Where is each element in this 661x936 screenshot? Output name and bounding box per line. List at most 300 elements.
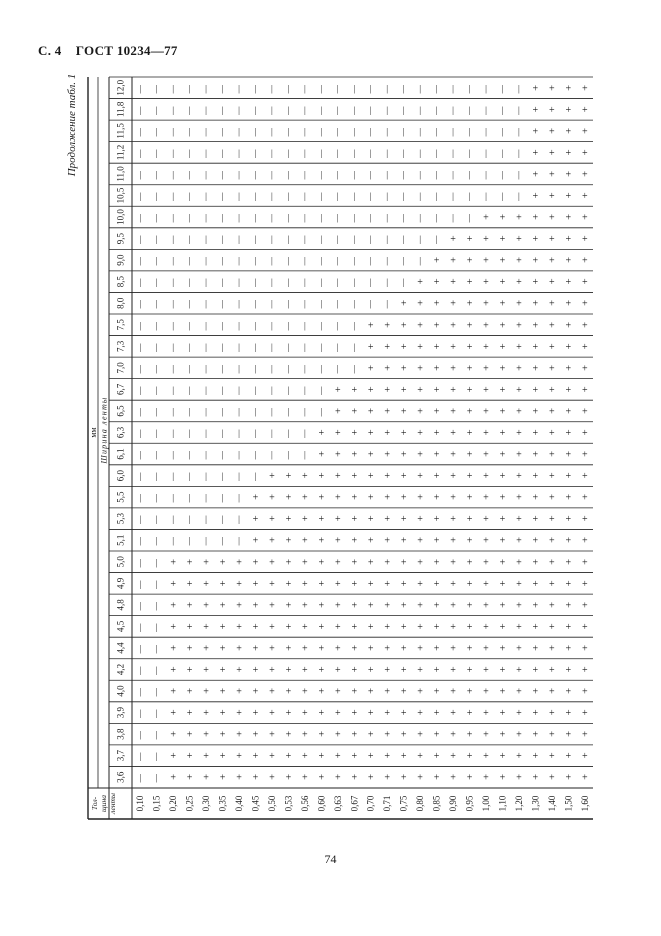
cell-plus: + bbox=[285, 514, 292, 526]
cell-dash: | bbox=[238, 320, 240, 331]
cell-plus: + bbox=[565, 600, 572, 612]
cell-plus: + bbox=[351, 514, 358, 526]
cell-dash: | bbox=[271, 212, 273, 223]
cell-dash: | bbox=[172, 147, 175, 158]
cell-plus: + bbox=[400, 600, 407, 612]
cell-dash: | bbox=[287, 298, 290, 309]
cell-dash: | bbox=[303, 147, 306, 158]
cell-dash: | bbox=[139, 729, 142, 740]
page-label: С. 4 bbox=[38, 43, 62, 58]
cell-plus: + bbox=[532, 298, 539, 310]
cell-dash: | bbox=[155, 363, 158, 374]
width-label: 12,0 bbox=[115, 79, 126, 96]
cell-dash: | bbox=[254, 191, 257, 201]
cell-plus: + bbox=[466, 751, 473, 763]
cell-plus: + bbox=[499, 772, 506, 784]
cell-plus: + bbox=[203, 600, 209, 612]
cell-plus: + bbox=[384, 535, 391, 547]
cell-plus: + bbox=[433, 514, 440, 526]
cell-dash: | bbox=[205, 363, 207, 374]
cell-plus: + bbox=[269, 621, 275, 633]
cell-plus: + bbox=[252, 621, 259, 633]
cell-dash: | bbox=[435, 83, 438, 94]
cell-plus: + bbox=[334, 428, 341, 439]
cell-plus: + bbox=[581, 126, 588, 138]
cell-dash: | bbox=[221, 298, 224, 309]
cell-plus: + bbox=[318, 708, 325, 720]
cell-dash: | bbox=[353, 126, 356, 137]
cell-plus: + bbox=[450, 298, 456, 310]
cell-plus: + bbox=[186, 686, 193, 698]
cell-plus: + bbox=[318, 578, 325, 590]
cell-plus: + bbox=[186, 600, 193, 612]
cell-plus: + bbox=[384, 751, 391, 763]
cell-plus: + bbox=[532, 535, 539, 547]
cell-plus: + bbox=[499, 255, 506, 267]
cell-plus: + bbox=[466, 363, 473, 375]
cell-plus: + bbox=[186, 729, 193, 741]
thickness-label: 1,20 bbox=[513, 795, 524, 812]
cell-plus: + bbox=[565, 708, 572, 720]
cell-dash: | bbox=[419, 169, 422, 180]
cell-plus: + bbox=[236, 686, 242, 698]
cell-plus: + bbox=[433, 751, 440, 763]
cell-plus: + bbox=[565, 428, 572, 439]
cell-plus: + bbox=[236, 751, 242, 763]
cell-plus: + bbox=[565, 492, 572, 504]
cell-plus: + bbox=[565, 191, 572, 202]
cell-plus: + bbox=[532, 83, 539, 95]
cell-dash: | bbox=[303, 234, 306, 245]
cell-plus: + bbox=[433, 557, 440, 569]
cell-dash: | bbox=[188, 191, 191, 201]
cell-plus: + bbox=[565, 384, 572, 396]
cell-dash: | bbox=[221, 191, 224, 201]
width-label: 4,4 bbox=[115, 642, 126, 654]
width-label: 11,5 bbox=[115, 123, 126, 139]
cell-plus: + bbox=[549, 298, 555, 310]
cell-plus: + bbox=[170, 729, 176, 741]
cell-plus: + bbox=[532, 578, 539, 590]
thickness-label: 0,56 bbox=[299, 795, 310, 812]
cell-plus: + bbox=[351, 621, 358, 633]
width-label: 6,1 bbox=[115, 448, 126, 460]
cell-plus: + bbox=[384, 557, 391, 569]
cell-plus: + bbox=[318, 471, 325, 483]
cell-plus: + bbox=[367, 643, 374, 655]
cell-plus: + bbox=[236, 621, 242, 633]
cell-plus: + bbox=[532, 428, 539, 439]
cell-plus: + bbox=[466, 320, 473, 332]
cell-dash: | bbox=[155, 514, 158, 525]
cell-plus: + bbox=[433, 449, 440, 461]
cell-dash: | bbox=[139, 708, 142, 719]
cell-dash: | bbox=[320, 126, 323, 137]
cell-dash: | bbox=[139, 492, 142, 503]
cell-dash: | bbox=[452, 191, 454, 201]
cell-dash: | bbox=[386, 83, 389, 94]
cell-plus: + bbox=[483, 212, 489, 224]
cell-plus: + bbox=[581, 449, 588, 461]
cell-plus: + bbox=[269, 665, 275, 676]
cell-plus: + bbox=[367, 686, 374, 698]
cell-plus: + bbox=[203, 729, 209, 741]
cell-plus: + bbox=[565, 557, 572, 569]
cell-plus: + bbox=[417, 384, 423, 396]
cell-dash: | bbox=[139, 255, 142, 266]
cell-dash: | bbox=[518, 191, 520, 201]
cell-plus: + bbox=[351, 729, 358, 741]
cell-dash: | bbox=[271, 147, 273, 158]
cell-plus: + bbox=[302, 514, 308, 526]
cell-dash: | bbox=[205, 406, 207, 417]
cell-plus: + bbox=[400, 751, 407, 763]
cell-plus: + bbox=[450, 363, 456, 375]
cell-plus: + bbox=[581, 621, 588, 633]
cell-dash: | bbox=[139, 578, 142, 589]
width-label: 5,0 bbox=[115, 556, 126, 568]
cell-plus: + bbox=[499, 320, 506, 332]
cell-plus: + bbox=[516, 363, 522, 375]
cell-plus: + bbox=[351, 600, 358, 612]
cell-dash: | bbox=[336, 341, 339, 352]
cell-plus: + bbox=[186, 665, 193, 676]
cell-dash: | bbox=[353, 234, 356, 245]
width-label: 3,7 bbox=[115, 750, 126, 762]
cell-dash: | bbox=[452, 212, 454, 223]
cell-plus: + bbox=[516, 578, 522, 590]
cell-dash: | bbox=[139, 320, 142, 331]
cell-plus: + bbox=[466, 665, 473, 676]
cell-dash: | bbox=[518, 126, 520, 137]
cell-plus: + bbox=[565, 535, 572, 547]
cell-plus: + bbox=[417, 535, 423, 547]
width-label: 3,9 bbox=[115, 706, 126, 719]
cell-plus: + bbox=[384, 578, 391, 590]
cell-dash: | bbox=[518, 147, 520, 158]
cell-dash: | bbox=[320, 320, 323, 331]
cell-dash: | bbox=[172, 492, 175, 503]
cell-dash: | bbox=[155, 492, 158, 503]
cell-dash: | bbox=[205, 535, 207, 546]
cell-dash: | bbox=[353, 298, 356, 309]
cell-plus: + bbox=[170, 686, 176, 698]
cell-dash: | bbox=[468, 191, 471, 201]
cell-plus: + bbox=[285, 708, 292, 720]
cell-plus: + bbox=[302, 643, 308, 655]
cell-plus: + bbox=[269, 492, 275, 504]
cell-plus: + bbox=[581, 320, 588, 332]
cell-plus: + bbox=[549, 708, 555, 720]
cell-dash: | bbox=[254, 406, 257, 417]
cell-plus: + bbox=[532, 363, 539, 375]
cell-dash: | bbox=[139, 406, 142, 417]
cell-plus: + bbox=[483, 492, 489, 504]
cell-plus: + bbox=[433, 729, 440, 741]
cell-dash: | bbox=[501, 147, 504, 158]
cell-dash: | bbox=[221, 147, 224, 158]
cell-dash: | bbox=[468, 169, 471, 180]
cell-dash: | bbox=[320, 341, 323, 352]
cell-dash: | bbox=[139, 535, 142, 546]
cell-plus: + bbox=[549, 255, 555, 267]
cell-plus: + bbox=[549, 428, 555, 439]
cell-plus: + bbox=[269, 772, 275, 784]
cell-plus: + bbox=[203, 751, 209, 763]
cell-plus: + bbox=[565, 320, 572, 332]
cell-plus: + bbox=[367, 578, 374, 590]
cell-dash: | bbox=[336, 320, 339, 331]
cell-plus: + bbox=[367, 535, 374, 547]
cell-dash: | bbox=[271, 126, 273, 137]
cell-plus: + bbox=[499, 514, 506, 526]
cell-plus: + bbox=[186, 643, 193, 655]
cell-plus: + bbox=[252, 708, 259, 720]
cell-plus: + bbox=[400, 686, 407, 698]
cell-dash: | bbox=[353, 212, 356, 223]
cell-plus: + bbox=[532, 341, 539, 353]
cell-dash: | bbox=[139, 384, 142, 395]
cell-plus: + bbox=[269, 686, 275, 698]
cell-plus: + bbox=[565, 686, 572, 698]
cell-dash: | bbox=[188, 384, 191, 395]
cell-plus: + bbox=[516, 621, 522, 633]
cell-plus: + bbox=[581, 428, 588, 439]
cell-dash: | bbox=[139, 277, 142, 288]
cell-plus: + bbox=[499, 449, 506, 461]
cell-plus: + bbox=[483, 643, 489, 655]
cell-plus: + bbox=[252, 557, 259, 569]
cell-plus: + bbox=[466, 234, 473, 246]
cell-dash: | bbox=[402, 255, 405, 266]
cell-dash: | bbox=[353, 277, 356, 288]
cell-plus: + bbox=[384, 428, 391, 439]
cell-plus: + bbox=[219, 772, 226, 784]
cell-plus: + bbox=[367, 363, 374, 375]
cell-plus: + bbox=[516, 406, 522, 418]
cell-dash: | bbox=[155, 535, 158, 546]
cell-plus: + bbox=[400, 557, 407, 569]
cell-dash: | bbox=[271, 169, 273, 180]
cell-dash: | bbox=[238, 514, 240, 525]
cell-plus: + bbox=[499, 751, 506, 763]
cell-dash: | bbox=[172, 384, 175, 395]
thickness-label: 0,95 bbox=[464, 795, 475, 812]
cell-dash: | bbox=[188, 320, 191, 331]
cell-dash: | bbox=[139, 751, 142, 762]
cell-dash: | bbox=[155, 621, 158, 632]
width-label: 4,9 bbox=[115, 577, 126, 589]
cell-dash: | bbox=[254, 363, 257, 374]
cell-plus: + bbox=[483, 234, 489, 246]
cell-plus: + bbox=[450, 492, 456, 504]
width-label: 7,3 bbox=[115, 340, 126, 352]
cell-plus: + bbox=[549, 471, 555, 483]
cell-dash: | bbox=[271, 320, 273, 331]
cell-dash: | bbox=[369, 255, 372, 266]
cell-plus: + bbox=[581, 363, 588, 375]
cell-plus: + bbox=[433, 621, 440, 633]
cell-dash: | bbox=[238, 449, 240, 460]
cell-plus: + bbox=[170, 621, 176, 633]
cell-plus: + bbox=[549, 191, 555, 202]
cell-dash: | bbox=[254, 169, 257, 180]
cell-dash: | bbox=[139, 363, 142, 374]
cell-plus: + bbox=[499, 277, 506, 289]
cell-dash: | bbox=[188, 234, 191, 245]
cell-dash: | bbox=[172, 83, 175, 94]
cell-plus: + bbox=[516, 600, 522, 612]
cell-plus: + bbox=[417, 449, 423, 461]
cell-plus: + bbox=[565, 643, 572, 655]
cell-dash: | bbox=[238, 406, 240, 417]
cell-plus: + bbox=[565, 578, 572, 590]
cell-plus: + bbox=[532, 686, 539, 698]
cell-plus: + bbox=[483, 535, 489, 547]
cell-dash: | bbox=[139, 449, 142, 460]
cell-plus: + bbox=[581, 169, 588, 181]
cell-plus: + bbox=[170, 578, 176, 590]
cell-plus: + bbox=[450, 320, 456, 332]
cell-plus: + bbox=[516, 277, 522, 289]
cell-plus: + bbox=[285, 665, 292, 676]
cell-dash: | bbox=[287, 104, 290, 115]
cell-dash: | bbox=[485, 83, 487, 94]
cell-dash: | bbox=[336, 234, 339, 245]
cell-dash: | bbox=[139, 126, 142, 137]
cell-dash: | bbox=[238, 234, 240, 245]
cell-dash: | bbox=[139, 665, 142, 675]
thickness-label: 0,45 bbox=[250, 795, 261, 812]
cell-plus: + bbox=[549, 578, 555, 590]
cell-plus: + bbox=[367, 665, 374, 676]
cell-dash: | bbox=[139, 341, 142, 352]
cell-dash: | bbox=[336, 104, 339, 115]
cell-plus: + bbox=[532, 126, 539, 138]
cell-plus: + bbox=[384, 341, 391, 353]
cell-plus: + bbox=[581, 191, 588, 202]
cell-plus: + bbox=[483, 514, 489, 526]
cell-dash: | bbox=[271, 384, 273, 395]
cell-plus: + bbox=[499, 535, 506, 547]
cell-plus: + bbox=[384, 492, 391, 504]
thickness-header-line: Тол- bbox=[90, 796, 99, 811]
cell-plus: + bbox=[565, 234, 572, 246]
cell-plus: + bbox=[450, 708, 456, 720]
cell-dash: | bbox=[205, 384, 207, 395]
cell-plus: + bbox=[450, 686, 456, 698]
cell-plus: + bbox=[417, 277, 423, 289]
cell-dash: | bbox=[271, 277, 273, 288]
cell-plus: + bbox=[417, 600, 423, 612]
cell-dash: | bbox=[155, 320, 158, 331]
cell-plus: + bbox=[565, 363, 572, 375]
cell-plus: + bbox=[417, 298, 423, 310]
cell-plus: + bbox=[483, 406, 489, 418]
cell-plus: + bbox=[549, 126, 555, 138]
cell-dash: | bbox=[172, 363, 175, 374]
cell-plus: + bbox=[581, 341, 588, 353]
cell-plus: + bbox=[499, 492, 506, 504]
cell-dash: | bbox=[172, 212, 175, 223]
cell-dash: | bbox=[155, 600, 158, 611]
cell-dash: | bbox=[271, 428, 273, 438]
cell-plus: + bbox=[400, 578, 407, 590]
cell-dash: | bbox=[336, 212, 339, 223]
cell-dash: | bbox=[139, 557, 142, 568]
cell-dash: | bbox=[172, 428, 175, 438]
cell-plus: + bbox=[334, 686, 341, 698]
cell-plus: + bbox=[285, 471, 292, 483]
cell-plus: + bbox=[483, 449, 489, 461]
cell-dash: | bbox=[468, 147, 471, 158]
cell-plus: + bbox=[203, 772, 209, 784]
cell-plus: + bbox=[565, 449, 572, 461]
cell-dash: | bbox=[238, 126, 240, 137]
cell-plus: + bbox=[532, 277, 539, 289]
cell-dash: | bbox=[271, 191, 273, 201]
cell-plus: + bbox=[516, 384, 522, 396]
cell-plus: + bbox=[433, 277, 440, 289]
cell-dash: | bbox=[172, 471, 175, 482]
cell-plus: + bbox=[417, 320, 423, 332]
cell-plus: + bbox=[581, 212, 588, 224]
cell-dash: | bbox=[386, 255, 389, 266]
width-label: 4,0 bbox=[115, 685, 126, 697]
cell-plus: + bbox=[565, 471, 572, 483]
cell-dash: | bbox=[188, 298, 191, 309]
cell-plus: + bbox=[549, 104, 555, 116]
cell-plus: + bbox=[466, 428, 473, 439]
cell-dash: | bbox=[452, 83, 454, 94]
cell-plus: + bbox=[532, 406, 539, 418]
cell-plus: + bbox=[367, 471, 374, 483]
cell-plus: + bbox=[384, 621, 391, 633]
cell-plus: + bbox=[433, 578, 440, 590]
cell-plus: + bbox=[483, 578, 489, 590]
cell-plus: + bbox=[483, 751, 489, 763]
cell-dash: | bbox=[287, 428, 290, 438]
cell-plus: + bbox=[565, 341, 572, 353]
cell-dash: | bbox=[254, 83, 257, 94]
cell-plus: + bbox=[367, 708, 374, 720]
cell-plus: + bbox=[466, 772, 473, 784]
width-label: 7,5 bbox=[115, 319, 126, 331]
cell-plus: + bbox=[318, 751, 325, 763]
cell-plus: + bbox=[565, 514, 572, 526]
cell-dash: | bbox=[419, 191, 422, 201]
cell-plus: + bbox=[549, 277, 555, 289]
cell-plus: + bbox=[367, 384, 374, 396]
cell-plus: + bbox=[269, 708, 275, 720]
cell-dash: | bbox=[501, 169, 504, 180]
cell-plus: + bbox=[549, 751, 555, 763]
cell-plus: + bbox=[400, 428, 407, 439]
cell-plus: + bbox=[565, 277, 572, 289]
cell-plus: + bbox=[549, 449, 555, 461]
cell-plus: + bbox=[170, 600, 176, 612]
cell-dash: | bbox=[155, 255, 158, 266]
cell-dash: | bbox=[238, 492, 240, 503]
cell-plus: + bbox=[565, 406, 572, 418]
cell-plus: + bbox=[351, 492, 358, 504]
cell-plus: + bbox=[549, 320, 555, 332]
cell-dash: | bbox=[287, 255, 290, 266]
cell-plus: + bbox=[400, 406, 407, 418]
cell-dash: | bbox=[155, 191, 158, 201]
cell-dash: | bbox=[402, 83, 405, 94]
cell-dash: | bbox=[386, 147, 389, 158]
